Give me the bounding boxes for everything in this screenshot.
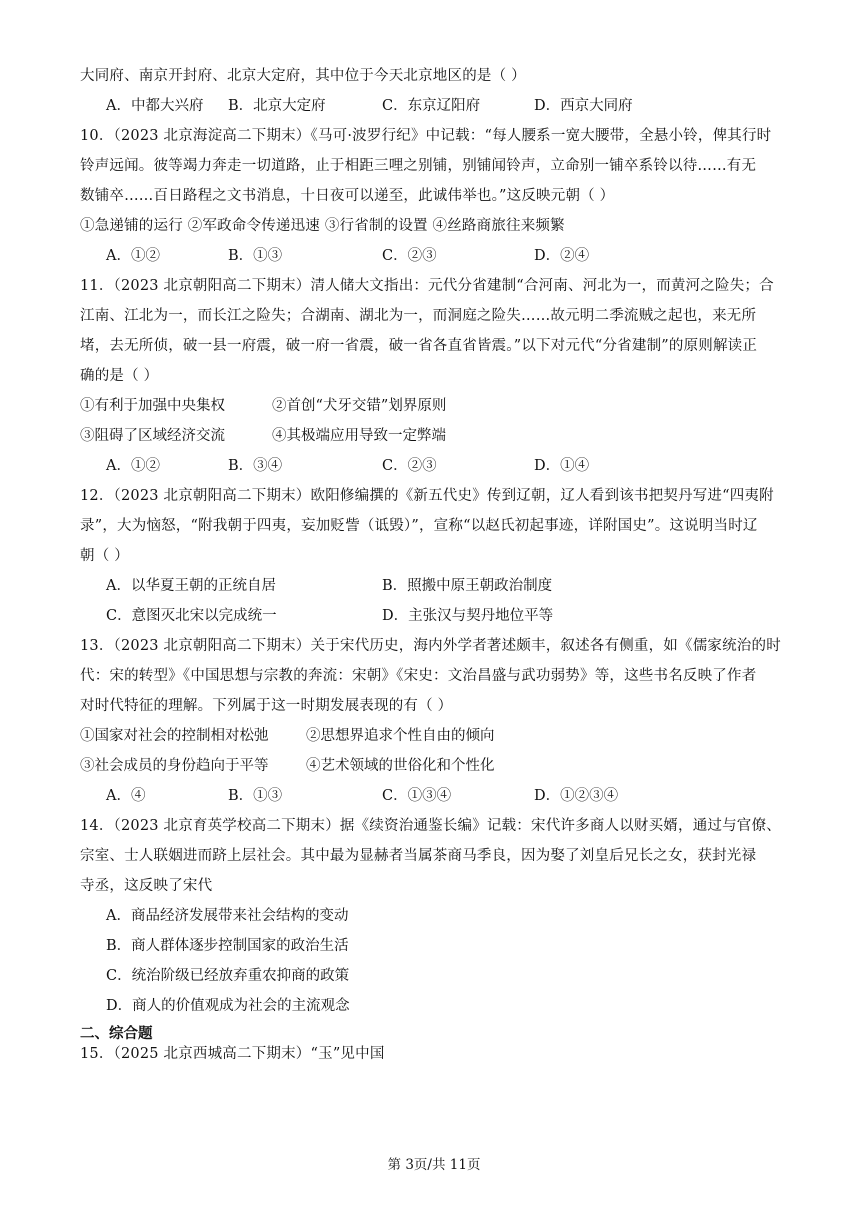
q11-option-c: C．②③ [382,458,437,474]
q10-option-c: C．②③ [382,248,437,264]
q13-item-2: ②思想界追求个性自由的倾向 [306,728,495,744]
q14-option-a: A．商品经济发展带来社会结构的变动 [106,908,349,924]
q12-option-d: D．主张汉与契丹地位平等 [382,608,554,624]
q14-option-c: C．统治阶级已经放弃重农抑商的政策 [106,968,350,984]
q11-item-4: ④其极端应用导致一定弊端 [272,428,446,444]
q14-option-d: D．商人的价值观成为社会的主流观念 [106,998,350,1014]
q12-stem-line2: 录”，大为恼怒，“附我朝于四夷，妄加贬訾（诋毁）”，宣称“以赵氏初起事迹，详附国史”。这说明当时辽 [80,518,758,534]
page-number: 第 3页/共 11页 [387,1157,481,1173]
q13-stem-line2: 代：宋的转型》《中国思想与宗教的奔流：宋朝》《宋史：文治昌盛与武功弱势》等，这些书名反映了作者 [80,668,757,684]
q11-stem-line4: 确的是（ ） [80,368,159,384]
q12-stem-line1: 12．（2023 北京朝阳高二下期末）欧阳修编撰的《新五代史》传到辽朝，辽人看到该书把契丹写进“四夷附 [80,488,774,504]
q13-option-a: A．④ [106,788,146,804]
q11-item-3: ③阻碍了区域经济交流 [80,428,225,444]
q14-stem-line1: 14．（2023 北京育英学校高二下期末）据《续资治通鉴长编》记载：宋代许多商人以财买婿，通过与官僚、 [80,818,781,834]
q13-option-d: D．①②③④ [534,788,619,804]
q11-stem-line2: 江南、江北为一，而长江之险失；合湖南、湖北为一，而洞庭之险失……故元明二季流贼之起也，来无所 [80,308,757,324]
q14-option-b: B．商人群体逐步控制国家的政治生活 [106,938,349,954]
q13-option-c: C．①③④ [382,788,452,804]
q9-stem: 大同府、南京开封府、北京大定府，其中位于今天北京地区的是（ ） [80,68,526,84]
q13-item-4: ④艺术领域的世俗化和个性化 [306,758,495,774]
q9-option-d: D．西京大同府 [534,98,633,114]
q9-option-b: B．北京大定府 [228,98,326,114]
q12-option-b: B．照搬中原王朝政治制度 [382,578,553,594]
q9-option-a: A．中都大兴府 [106,98,204,114]
q15-stem: 15．（2025 北京西城高二下期末）“玉”见中国 [80,1046,385,1062]
section-heading: 二、综合题 [80,1025,153,1042]
q13-item-3: ③社会成员的身份趋向于平等 [80,758,269,774]
q10-stem-line1: 10．（2023 北京海淀高二下期末）《马可·波罗行纪》中记载：“每人腰系一宽大腰带，全悬小铃，俾其行时 [80,128,772,144]
q10-items: ①急递铺的运行 ②军政命令传递迅速 ③行省制的设置 ④丝路商旅往来频繁 [80,218,565,234]
q14-stem-line2: 宗室、士人联姻进而跻上层社会。其中最为显赫者当属茶商马季良，因为娶了刘皇后兄长之女，获封光禄 [80,848,757,864]
q11-option-d: D．①④ [534,458,590,474]
q11-option-a: A．①② [106,458,160,474]
q11-option-b: B．③④ [228,458,283,474]
q12-stem-line3: 朝（ ） [80,548,129,564]
q12-option-c: C．意图灭北宋以完成统一 [106,608,277,624]
q10-option-b: B．①③ [228,248,283,264]
q13-option-b: B．①③ [228,788,283,804]
q11-stem-line1: 11．（2023 北京朝阳高二下期末）清人储大文指出：元代分省建制“合河南、河北为一，而黄河之险失；合 [80,278,774,294]
q11-item-2: ②首创“犬牙交错”划界原则 [272,398,447,414]
q13-stem-line1: 13．（2023 北京朝阳高二下期末）关于宋代历史，海内外学者著述颇丰，叙述各有侧重，如《儒家统治的时 [80,638,781,654]
q11-item-1: ①有利于加强中央集权 [80,398,225,414]
q11-stem-line3: 堵，去无所侦，破一县一府震，破一府一省震，破一省各直省皆震。”以下对元代“分省建制”的原则解读正 [80,338,758,354]
q14-stem-line3: 寺丞，这反映了宋代 [80,878,213,894]
q13-item-1: ①国家对社会的控制相对松弛 [80,728,269,744]
q9-option-c: C．东京辽阳府 [382,98,481,114]
q12-option-a: A．以华夏王朝的正统自居 [106,578,276,594]
q13-stem-line3: 对时代特征的理解。下列属于这一时期发展表现的有（ ） [80,698,453,714]
q10-stem-line2: 铃声远闻。彼等竭力奔走一切道路，止于相距三哩之别铺，别铺闻铃声，立命别一铺卒系铃以待……有无 [80,158,757,174]
q10-stem-line3: 数铺卒……百日路程之文书消息，十日夜可以递至，此诚伟举也。”这反映元朝（ ） [80,188,615,204]
q10-option-d: D．②④ [534,248,590,264]
q10-option-a: A．①② [106,248,160,264]
